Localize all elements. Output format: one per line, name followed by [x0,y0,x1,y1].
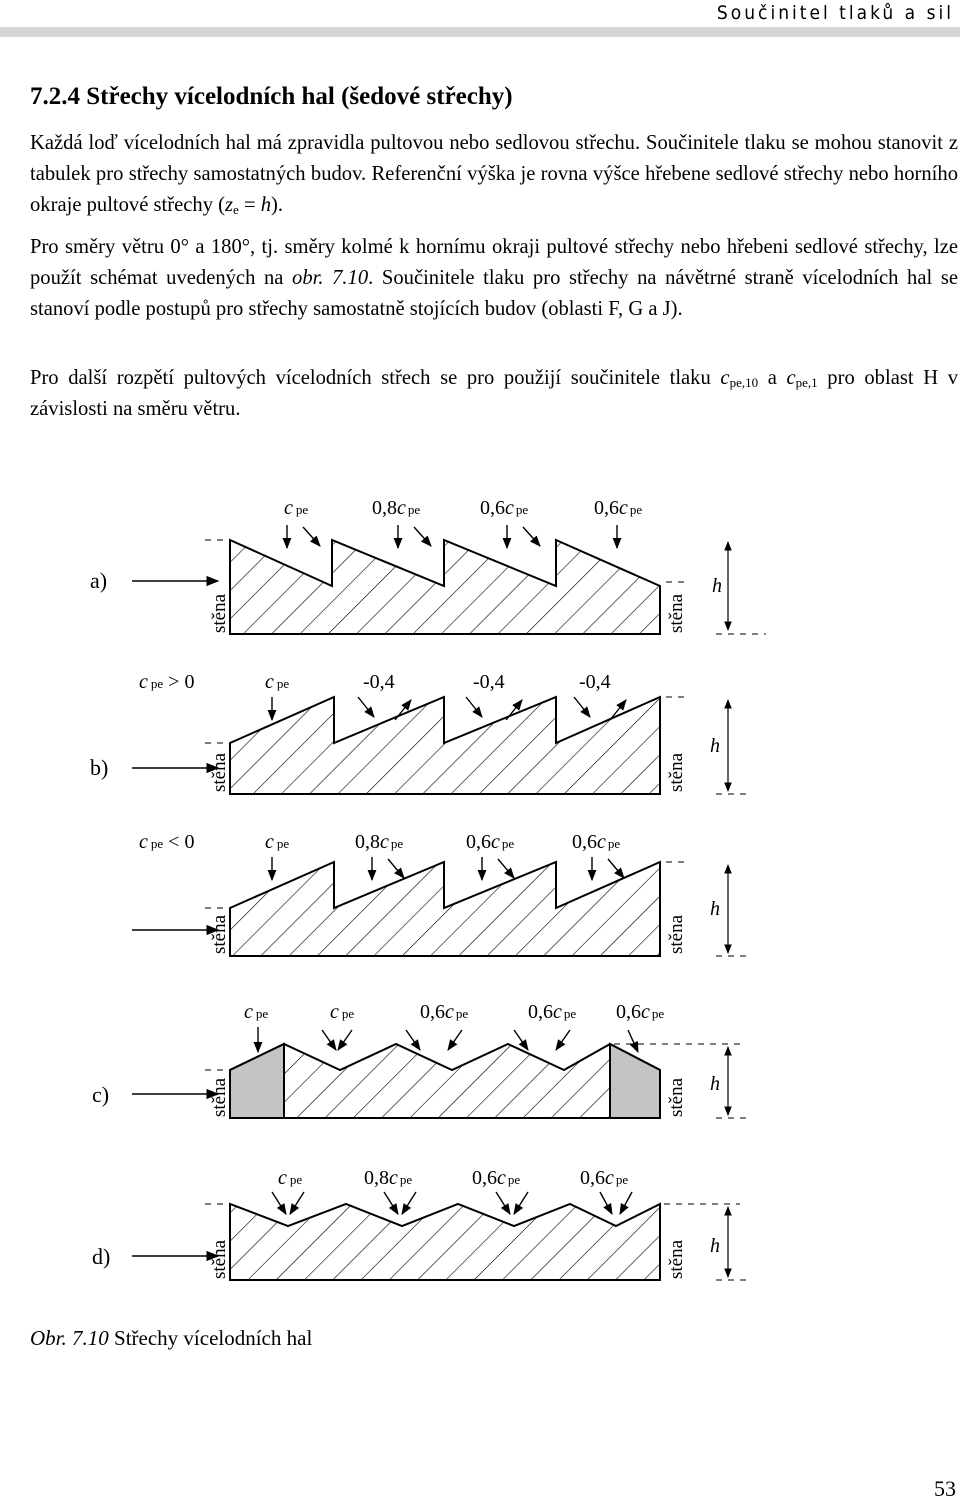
label-b: b) [90,755,109,780]
wall-label: stěna [209,1239,230,1279]
diagram-a [90,497,766,634]
wall-label: stěna [666,593,687,633]
svg-text:cpe: cpe [278,1167,303,1189]
diagram-b [90,671,748,794]
svg-text:0,8cpe: 0,8c pe [372,497,421,519]
paragraph-reference-height: Každá loď vícelodních hal má zpravidla pultovou nebo sedlovou střechu. Součinitele tlaku se mohou stanovit z tabulek pro střechy samostatných budov. Referenční výška je rovna výšce hřebene sedlové střechy nebo horního okraje pultové střechy $(z_e = h)$. [30,132,958,217]
label-a: a) [90,568,108,593]
diagram-c [92,1001,748,1118]
roof-shape [230,540,660,634]
svg-text:0,8cpe: 0,8c pe [364,1167,413,1189]
diagram-b-negative [132,831,748,956]
label-d: d) [92,1244,111,1269]
wall-label: stěna [666,1077,687,1117]
svg-text:0,6cpe: 0,6c pe [616,1001,665,1023]
svg-text:cpe > 0: cpe > 0 [139,671,195,693]
wall-label: stěna [666,752,687,792]
header-rule [0,27,960,37]
svg-text:cpe: cpe [265,831,290,853]
diagram-d [92,1167,748,1280]
wall-label: stěna [666,1239,687,1279]
wall-label: stěna [209,914,230,954]
svg-text:cpe < 0: cpe < 0 [139,831,195,853]
paragraph-further-spans: Pro další rozpětí pultových vícelodních střech se pro použijí součinitele tlaku $c_{pe,10}$ a $c_{pe,1}$ pro oblast H v závislosti na směru větru. [30,367,959,420]
section-title: 7.2.4 Střechy vícelodních hal (šedové střechy) [30,83,513,110]
svg-text:0,6cpe: 0,6c pe [466,831,515,853]
svg-text:cpe: cpe [284,497,309,519]
roof-shape [230,697,660,794]
svg-text:0,6cpe: 0,6c pe [572,831,621,853]
svg-text:0,6cpe: 0,6c pe [580,1167,629,1189]
figure-multispan-roofs [0,480,960,1320]
figure-caption: Obr. 7.10 Střechy vícelodních hal [30,1326,313,1350]
svg-text:cpe: cpe [265,671,290,693]
svg-text:h: h [710,735,720,757]
wall-label: stěna [666,914,687,954]
gable-shaded-right [610,1044,660,1118]
svg-text:0,6cpe: 0,6c pe [528,1001,577,1023]
pressure-arrows [258,1027,638,1052]
roof-shape [230,1204,660,1280]
svg-text:-0,4: -0,4 [473,671,505,693]
wall-label: stěna [209,593,230,633]
label-c: c) [92,1082,110,1107]
svg-text:h: h [710,1073,720,1095]
page-number: 53 [934,1476,956,1501]
figure-reference: obr. 7.10 [292,267,369,289]
running-header: Součinitel tlaků a sil [716,2,954,24]
svg-text:cpe: cpe [330,1001,355,1023]
roof-shape [230,1044,660,1118]
wall-label: stěna [209,752,230,792]
gable-shaded-left [230,1044,284,1118]
paragraph-wind-directions: Pro směry větru 0° a 180°, tj. směry kolmé k hornímu okraji pultové střechy nebo hřebeni sedlové střechy, lze použít schémat uvedených na obr. 7.10. Součinitele tlaku pro střechy na návětrné straně vícelodních hal se stanoví podle postupů pro střechy samostatně stojících budov (oblasti F, G a J). [30,236,958,320]
svg-text:0,6cpe: 0,6c pe [472,1167,521,1189]
svg-text:-0,4: -0,4 [579,671,611,693]
svg-text:cpe: cpe [244,1001,269,1023]
wall-label: stěna [209,1077,230,1117]
svg-text:0,6cpe: 0,6c pe [594,497,643,519]
svg-text:-0,4: -0,4 [363,671,395,693]
svg-text:h: h [710,898,720,920]
svg-text:h: h [712,575,722,597]
svg-text:h: h [710,1235,720,1257]
svg-text:0,6cpe: 0,6c pe [420,1001,469,1023]
svg-text:0,8cpe: 0,8c pe [355,831,404,853]
svg-text:0,6cpe: 0,6c pe [480,497,529,519]
roof-shape [230,862,660,956]
